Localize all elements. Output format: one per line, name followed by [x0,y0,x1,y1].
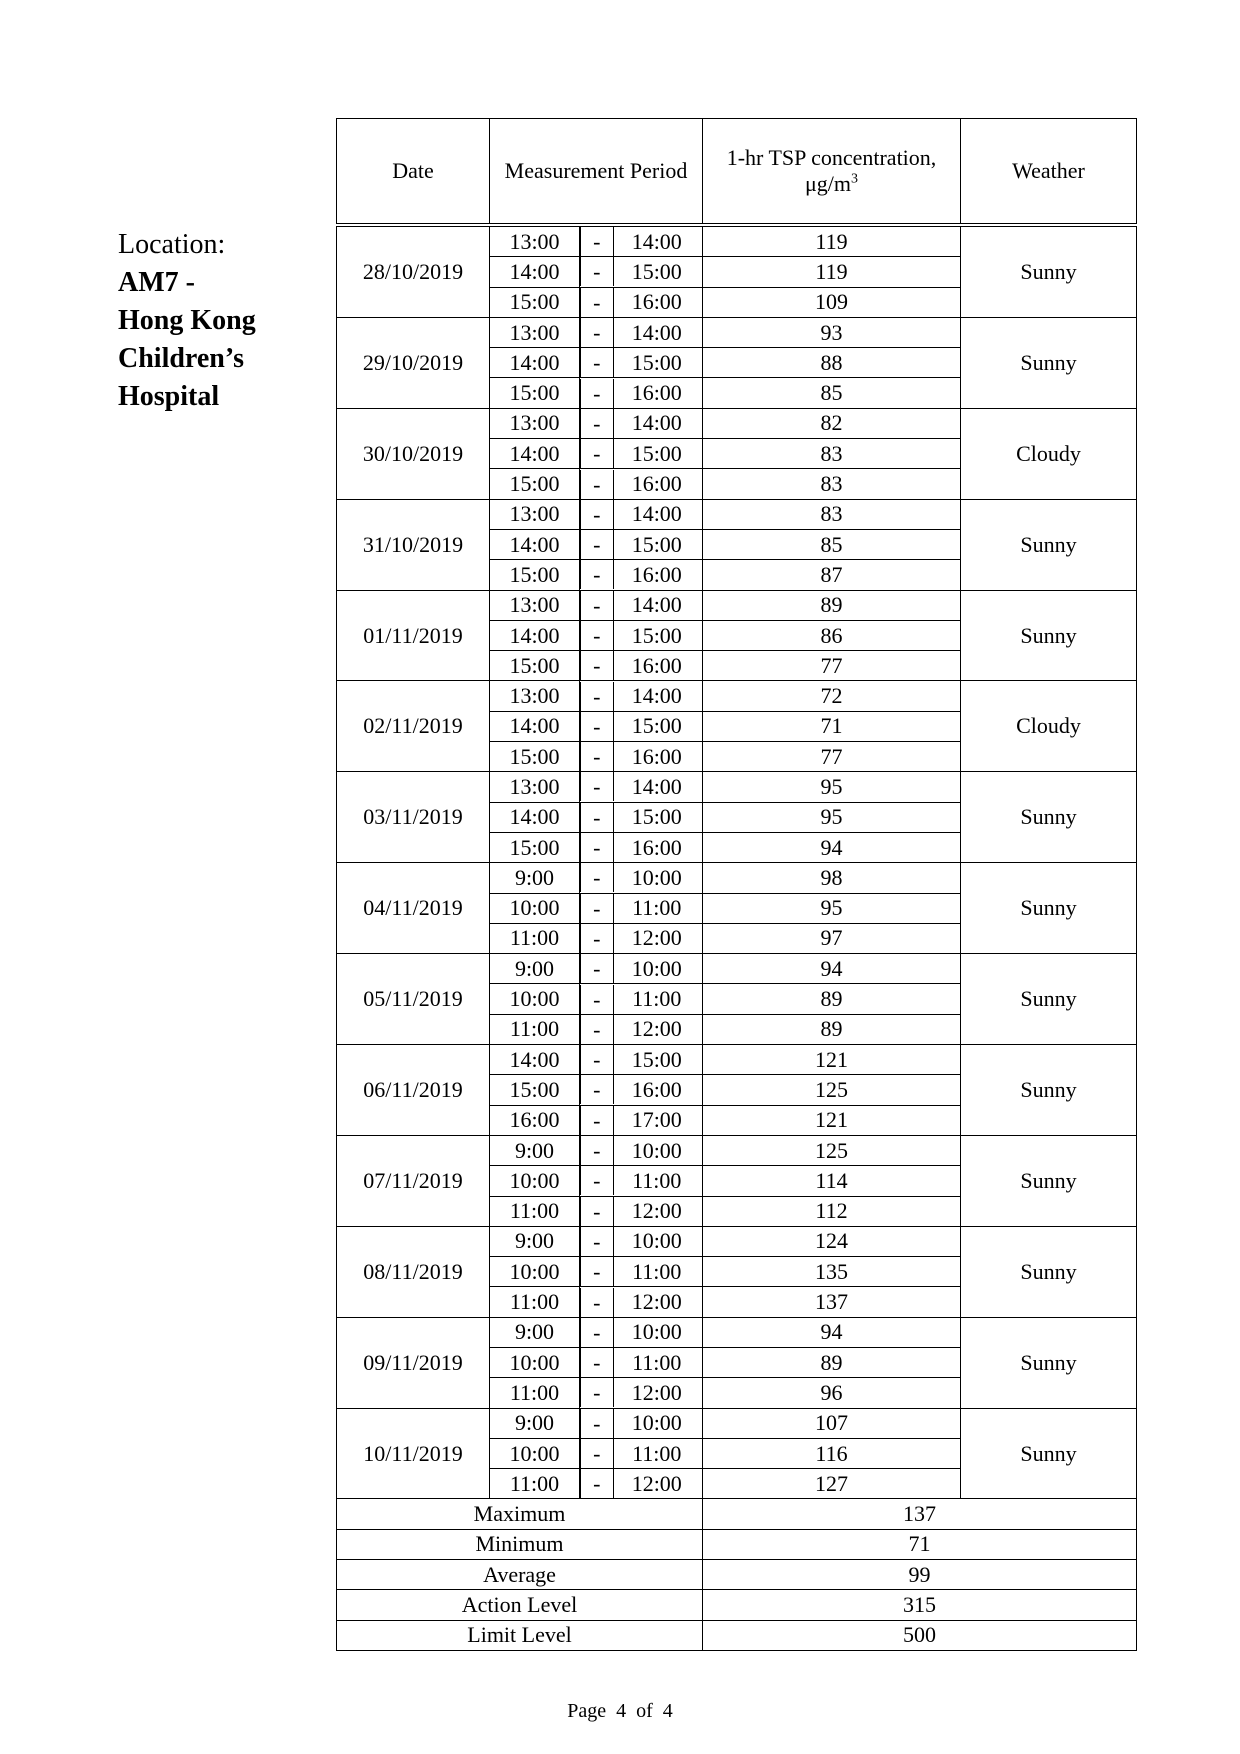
period-separator: - [580,1227,614,1256]
period-start-cell: 15:00 [490,1075,580,1105]
date-cell: 30/10/2019 [337,408,490,499]
date-cell: 31/10/2019 [337,499,490,590]
table-row [337,1317,1137,1347]
concentration-cell: 121 [703,1045,961,1075]
period-end-cell: 12:00 [612,1378,703,1408]
concentration-cell: 125 [703,1135,961,1165]
period-start-cell: 9:00 [490,954,580,984]
date-cell: 06/11/2019 [337,1045,490,1136]
summary-label: Minimum [337,1529,703,1559]
period-separator: - [580,1318,614,1347]
period-start-cell: 13:00 [490,225,580,257]
period-start-cell: 10:00 [490,1438,580,1468]
period-end-cell: 16:00 [612,651,703,681]
location-label: Location: [118,229,226,260]
period-separator-cell [580,1469,612,1499]
weather-cell: Sunny [961,317,1137,408]
concentration-cell: 137 [703,1287,961,1317]
period-separator: - [580,318,614,347]
table-row [337,1045,1137,1075]
period-start-cell: 14:00 [490,439,580,469]
period-separator-cell [580,1226,612,1256]
period-end-cell: 15:00 [612,802,703,832]
period-start-cell: 14:00 [490,711,580,741]
period-start-cell: 11:00 [490,923,580,953]
table-row [337,499,1137,529]
period-separator: - [580,470,614,499]
period-separator-cell [580,832,612,862]
period-start-cell: 9:00 [490,1226,580,1256]
period-start-cell: 13:00 [490,408,580,438]
period-separator: - [580,1257,614,1286]
concentration-cell: 82 [703,408,961,438]
page-of-label: of [636,1700,653,1722]
period-separator: - [580,1439,614,1468]
weather-cell: Sunny [961,1045,1137,1136]
concentration-cell: 71 [703,711,961,741]
concentration-cell: 93 [703,317,961,347]
period-separator: - [580,772,614,801]
period-start-cell: 14:00 [490,620,580,650]
period-end-cell: 16:00 [612,1075,703,1105]
period-separator: - [580,439,614,468]
period-start-cell: 11:00 [490,1469,580,1499]
period-separator: - [580,348,614,377]
period-start-cell: 10:00 [490,984,580,1014]
date-cell: 08/11/2019 [337,1226,490,1317]
summary-label: Limit Level [337,1620,703,1650]
period-end-cell: 10:00 [612,1408,703,1438]
period-end-cell: 15:00 [612,1045,703,1075]
period-separator-cell [580,1347,612,1377]
period-end-cell: 16:00 [612,469,703,499]
table-row [337,317,1137,347]
period-separator: - [580,803,614,832]
summary-value: 71 [703,1529,1137,1559]
period-separator-cell [580,225,612,257]
concentration-cell: 77 [703,651,961,681]
period-end-cell: 15:00 [612,257,703,287]
weather-cell: Cloudy [961,681,1137,772]
period-end-cell: 11:00 [612,984,703,1014]
location-block [118,226,256,416]
period-end-cell: 12:00 [612,1469,703,1499]
concentration-cell: 72 [703,681,961,711]
period-separator-cell [580,499,612,529]
table-row [337,954,1137,984]
period-separator: - [580,1288,614,1317]
tsp-measurement-table [336,118,1137,1651]
weather-cell: Sunny [961,590,1137,681]
period-end-cell: 15:00 [612,711,703,741]
period-start-cell: 10:00 [490,1257,580,1287]
concentration-cell: 112 [703,1196,961,1226]
period-separator: - [580,379,614,408]
period-end-cell: 17:00 [612,1105,703,1135]
period-start-cell: 16:00 [490,1105,580,1135]
period-end-cell: 16:00 [612,560,703,590]
table-header-row [337,119,1137,226]
concentration-cell: 109 [703,287,961,317]
period-separator-cell [580,681,612,711]
concentration-cell: 125 [703,1075,961,1105]
period-start-cell: 14:00 [490,529,580,559]
concentration-cell: 135 [703,1257,961,1287]
concentration-cell: 83 [703,439,961,469]
table-row [337,863,1137,893]
period-start-cell: 9:00 [490,1408,580,1438]
period-separator-cell [580,1317,612,1347]
weather-cell: Sunny [961,225,1137,317]
period-start-cell: 15:00 [490,287,580,317]
period-separator: - [580,1015,614,1044]
concentration-cell: 94 [703,832,961,862]
concentration-cell: 95 [703,893,961,923]
weather-cell: Sunny [961,863,1137,954]
concentration-cell: 116 [703,1438,961,1468]
summary-row [337,1560,1137,1590]
table-row [337,590,1137,620]
concentration-cell: 89 [703,590,961,620]
page-label: Page [567,1700,607,1722]
concentration-cell: 119 [703,225,961,257]
period-end-cell: 14:00 [612,590,703,620]
location-name-line: Children’s [118,343,245,374]
period-start-cell: 11:00 [490,1014,580,1044]
summary-value: 137 [703,1499,1137,1529]
period-start-cell: 15:00 [490,832,580,862]
period-end-cell: 11:00 [612,893,703,923]
weather-cell: Sunny [961,499,1137,590]
period-separator: - [580,591,614,620]
table-row [337,1135,1137,1165]
period-separator-cell [580,1408,612,1438]
period-separator-cell [580,984,612,1014]
period-end-cell: 14:00 [612,317,703,347]
period-separator: - [580,500,614,529]
header-measurement-period: Measurement Period [490,119,703,226]
period-start-cell: 10:00 [490,1166,580,1196]
period-separator: - [580,1166,614,1195]
summary-row [337,1529,1137,1559]
period-end-cell: 16:00 [612,832,703,862]
concentration-cell: 95 [703,772,961,802]
period-end-cell: 10:00 [612,863,703,893]
concentration-cell: 94 [703,954,961,984]
page-footer [0,1700,1240,1723]
period-separator: - [580,1348,614,1377]
period-separator-cell [580,1045,612,1075]
summary-label: Average [337,1560,703,1590]
summary-value: 315 [703,1590,1137,1620]
period-separator-cell [580,1438,612,1468]
period-separator: - [580,1136,614,1165]
period-separator-cell [580,1105,612,1135]
header-weather: Weather [961,119,1137,226]
period-end-cell: 16:00 [612,378,703,408]
concentration-cell: 83 [703,469,961,499]
period-separator: - [580,863,614,892]
period-start-cell: 14:00 [490,257,580,287]
period-separator-cell [580,1014,612,1044]
period-separator-cell [580,1287,612,1317]
location-name-line: Hospital [118,381,220,412]
date-cell: 03/11/2019 [337,772,490,863]
period-separator: - [580,1469,614,1498]
period-separator: - [580,1409,614,1438]
period-end-cell: 16:00 [612,742,703,772]
period-separator-cell [580,1196,612,1226]
concentration-cell: 98 [703,863,961,893]
summary-row [337,1590,1137,1620]
date-cell: 09/11/2019 [337,1317,490,1408]
period-separator-cell [580,863,612,893]
period-separator-cell [580,560,612,590]
period-end-cell: 15:00 [612,529,703,559]
period-separator-cell [580,893,612,923]
date-cell: 05/11/2019 [337,954,490,1045]
date-cell: 10/11/2019 [337,1408,490,1499]
period-end-cell: 14:00 [612,408,703,438]
summary-value: 99 [703,1560,1137,1590]
period-start-cell: 13:00 [490,499,580,529]
period-separator: - [580,894,614,923]
summary-row [337,1620,1137,1650]
period-end-cell: 16:00 [612,287,703,317]
period-separator-cell [580,317,612,347]
period-start-cell: 13:00 [490,590,580,620]
period-start-cell: 11:00 [490,1196,580,1226]
period-end-cell: 15:00 [612,620,703,650]
concentration-cell: 89 [703,1014,961,1044]
period-separator: - [580,1197,614,1226]
concentration-cell: 114 [703,1166,961,1196]
period-start-cell: 13:00 [490,681,580,711]
date-cell: 07/11/2019 [337,1135,490,1226]
period-separator-cell [580,1378,612,1408]
location-name-line: AM7 - [118,267,195,298]
header-concentration-unit-sup: 3 [851,171,859,187]
period-separator-cell [580,802,612,832]
concentration-cell: 88 [703,348,961,378]
concentration-cell: 95 [703,802,961,832]
period-start-cell: 10:00 [490,893,580,923]
table-row [337,225,1137,257]
period-end-cell: 10:00 [612,1135,703,1165]
table-row [337,1408,1137,1438]
period-separator-cell [580,439,612,469]
weather-cell: Sunny [961,1226,1137,1317]
concentration-cell: 127 [703,1469,961,1499]
weather-cell: Sunny [961,1317,1137,1408]
period-separator-cell [580,408,612,438]
period-end-cell: 10:00 [612,954,703,984]
period-start-cell: 15:00 [490,378,580,408]
period-end-cell: 10:00 [612,1317,703,1347]
table-row [337,772,1137,802]
concentration-cell: 107 [703,1408,961,1438]
period-separator: - [580,227,614,256]
period-separator: - [580,1106,614,1135]
period-separator-cell [580,1166,612,1196]
period-end-cell: 12:00 [612,1196,703,1226]
period-start-cell: 9:00 [490,1317,580,1347]
period-separator: - [580,1045,614,1074]
concentration-cell: 124 [703,1226,961,1256]
period-separator: - [580,651,614,680]
summary-label: Maximum [337,1499,703,1529]
concentration-cell: 85 [703,378,961,408]
period-start-cell: 9:00 [490,863,580,893]
period-separator-cell [580,651,612,681]
table-row [337,681,1137,711]
period-separator-cell [580,529,612,559]
concentration-cell: 77 [703,742,961,772]
period-start-cell: 9:00 [490,1135,580,1165]
concentration-cell: 119 [703,257,961,287]
date-cell: 28/10/2019 [337,225,490,317]
weather-cell: Cloudy [961,408,1137,499]
concentration-cell: 85 [703,529,961,559]
concentration-cell: 97 [703,923,961,953]
table-row [337,408,1137,438]
period-start-cell: 15:00 [490,651,580,681]
period-separator: - [580,257,614,286]
page-number: 4 [616,1700,627,1722]
period-separator-cell [580,711,612,741]
period-separator: - [580,1378,614,1407]
concentration-cell: 87 [703,560,961,590]
concentration-cell: 121 [703,1105,961,1135]
period-separator: - [580,712,614,741]
table-row [337,1226,1137,1256]
weather-cell: Sunny [961,954,1137,1045]
period-end-cell: 14:00 [612,772,703,802]
period-separator: - [580,985,614,1014]
period-end-cell: 12:00 [612,1014,703,1044]
period-separator-cell [580,772,612,802]
summary-value: 500 [703,1620,1137,1650]
period-start-cell: 14:00 [490,1045,580,1075]
concentration-cell: 86 [703,620,961,650]
period-end-cell: 14:00 [612,225,703,257]
period-separator-cell [580,378,612,408]
weather-cell: Sunny [961,1135,1137,1226]
date-cell: 29/10/2019 [337,317,490,408]
period-start-cell: 13:00 [490,772,580,802]
period-separator-cell [580,348,612,378]
table-body [337,225,1137,1650]
header-concentration [703,119,961,226]
period-start-cell: 15:00 [490,560,580,590]
period-separator-cell [580,923,612,953]
period-end-cell: 15:00 [612,439,703,469]
period-separator-cell [580,1257,612,1287]
period-end-cell: 15:00 [612,348,703,378]
period-end-cell: 14:00 [612,499,703,529]
date-cell: 01/11/2019 [337,590,490,681]
period-separator: - [580,924,614,953]
period-separator-cell [580,954,612,984]
period-start-cell: 11:00 [490,1287,580,1317]
page-total: 4 [662,1700,673,1722]
period-start-cell: 15:00 [490,742,580,772]
period-separator-cell [580,257,612,287]
period-separator: - [580,409,614,438]
concentration-cell: 83 [703,499,961,529]
header-concentration-unit: μg/m [805,171,852,196]
period-start-cell: 14:00 [490,802,580,832]
period-separator-cell [580,1075,612,1105]
period-separator: - [580,1075,614,1104]
period-separator: - [580,560,614,589]
period-separator-cell [580,620,612,650]
period-separator: - [580,530,614,559]
period-start-cell: 10:00 [490,1347,580,1377]
period-end-cell: 11:00 [612,1257,703,1287]
period-start-cell: 11:00 [490,1378,580,1408]
weather-cell: Sunny [961,1408,1137,1499]
period-end-cell: 11:00 [612,1166,703,1196]
period-separator-cell [580,1135,612,1165]
period-end-cell: 14:00 [612,681,703,711]
period-separator-cell [580,590,612,620]
period-separator-cell [580,469,612,499]
weather-cell: Sunny [961,772,1137,863]
header-date: Date [337,119,490,226]
period-separator: - [580,621,614,650]
period-separator-cell [580,742,612,772]
period-separator: - [580,288,614,317]
period-start-cell: 14:00 [490,348,580,378]
summary-row [337,1499,1137,1529]
date-cell: 04/11/2019 [337,863,490,954]
period-end-cell: 11:00 [612,1347,703,1377]
concentration-cell: 96 [703,1378,961,1408]
period-separator: - [580,742,614,771]
summary-label: Action Level [337,1590,703,1620]
location-name-line: Hong Kong [118,305,256,336]
period-separator-cell [580,287,612,317]
concentration-cell: 89 [703,984,961,1014]
period-separator: - [580,833,614,862]
period-end-cell: 12:00 [612,923,703,953]
concentration-cell: 94 [703,1317,961,1347]
period-separator: - [580,954,614,983]
period-end-cell: 11:00 [612,1438,703,1468]
period-end-cell: 10:00 [612,1226,703,1256]
period-start-cell: 13:00 [490,317,580,347]
header-concentration-title: 1-hr TSP concentration, [726,145,937,170]
date-cell: 02/11/2019 [337,681,490,772]
period-start-cell: 15:00 [490,469,580,499]
period-separator: - [580,682,614,711]
period-end-cell: 12:00 [612,1287,703,1317]
concentration-cell: 89 [703,1347,961,1377]
